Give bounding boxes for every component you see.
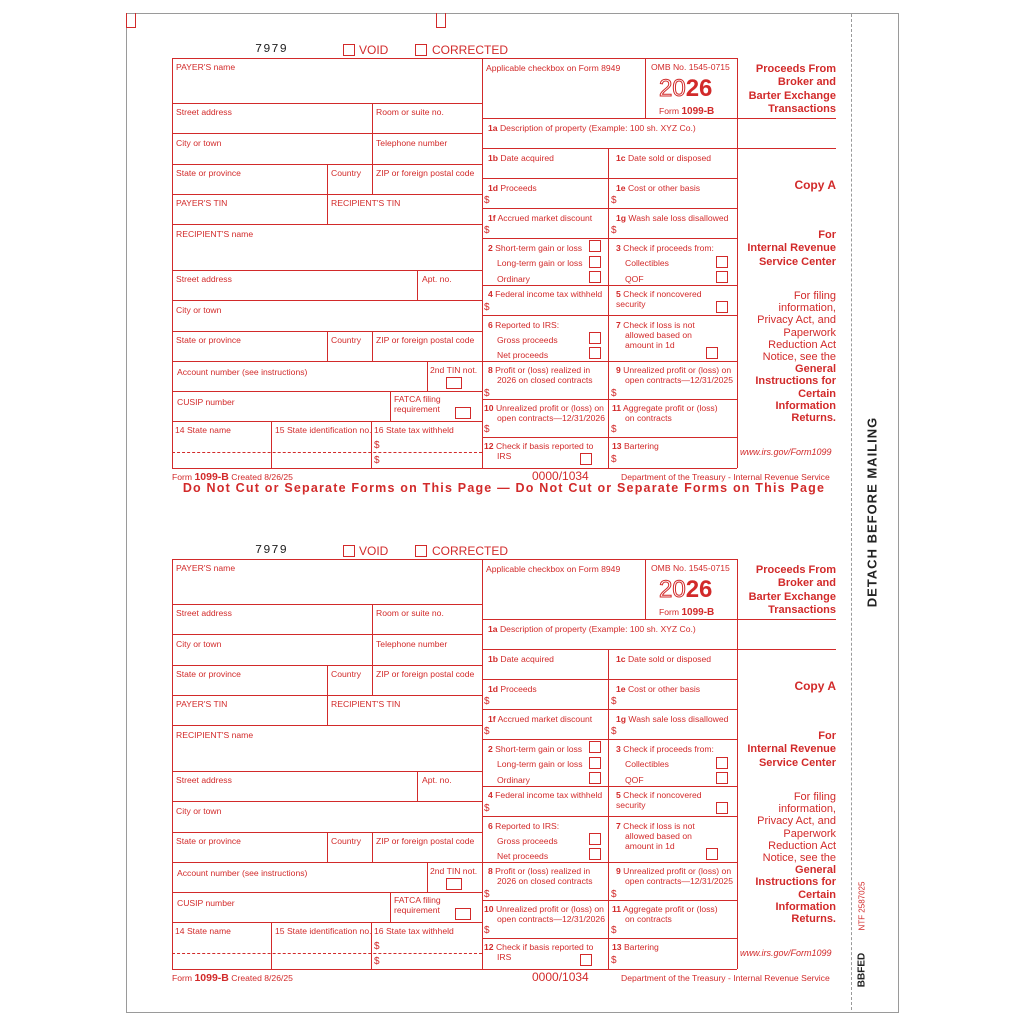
- net-proceeds-checkbox[interactable]: [589, 347, 601, 359]
- omb-number: OMB No. 1545-0715: [651, 62, 730, 72]
- box11-aggregate: 11 Aggregate profit or (loss): [612, 403, 718, 413]
- void-label: VOID: [359, 43, 389, 57]
- recipient-apt-field[interactable]: Apt. no.: [422, 274, 452, 284]
- form-footer-id: Form 1099-B Created 8/26/25: [172, 471, 293, 483]
- account-number-field[interactable]: Account number (see instructions): [177, 868, 308, 878]
- bottom-border: [172, 969, 737, 970]
- irs-url-link[interactable]: www.irs.gov/Form1099: [740, 447, 832, 457]
- box1e-cost-basis: 1e Cost or other basis: [616, 183, 701, 193]
- gross-proceeds-checkbox[interactable]: [589, 332, 601, 344]
- collectibles-checkbox[interactable]: [716, 256, 728, 268]
- recipient-zip-field[interactable]: ZIP or foreign postal code: [376, 335, 475, 345]
- bbfed-code: BBFED: [856, 952, 868, 988]
- box1a-description: 1a Description of property (Example: 100 sh. XYZ Co.): [488, 624, 696, 634]
- recipient-street-field[interactable]: Street address: [176, 274, 232, 284]
- tax-year: 2026: [659, 75, 713, 102]
- box6-reported: 6 Reported to IRS:: [488, 320, 560, 330]
- treasury-label: Department of the Treasury - Internal Revenue Service: [621, 472, 830, 482]
- box5-noncovered: 5 Check if noncovered security: [616, 790, 702, 810]
- box15-state-id[interactable]: 15 State identification no.: [275, 926, 372, 936]
- long-term-label: Long-term gain or loss: [497, 759, 583, 769]
- ordinary-label: Ordinary: [497, 775, 530, 785]
- left-block-border: [482, 559, 483, 969]
- for-irs-label: For Internal Revenue Service Center: [747, 229, 836, 268]
- form-name-header: 1099-B: [681, 607, 715, 618]
- void-checkbox[interactable]: [343, 44, 355, 56]
- detach-before-mailing-text: DETACH BEFORE MAILING: [864, 416, 880, 608]
- gross-proceeds-checkbox[interactable]: [589, 833, 601, 845]
- box16-state-tax[interactable]: 16 State tax withheld: [374, 425, 454, 435]
- box1g-wash-sale: 1g Wash sale loss disallowed: [616, 714, 729, 724]
- payer-zip-field[interactable]: ZIP or foreign postal code: [376, 669, 475, 679]
- box12-basis-reported: 12 Check if basis reported to: [484, 441, 594, 451]
- fatca-label: FATCA filing requirement: [394, 394, 441, 414]
- qof-checkbox[interactable]: [716, 271, 728, 283]
- copy-a-label: Copy A: [794, 178, 836, 192]
- bottom-border: [172, 468, 737, 469]
- box8-closed-contracts: 8 Profit or (loss) realized in: [488, 866, 591, 876]
- payer-telephone-field[interactable]: Telephone number: [376, 639, 448, 649]
- box3-proceeds-from: 3 Check if proceeds from:: [616, 744, 714, 754]
- fatca-label: FATCA filing requirement: [394, 895, 441, 915]
- qof-label: QOF: [625, 775, 644, 785]
- net-proceeds-label: Net proceeds: [497, 851, 549, 861]
- payer-street-field[interactable]: Street address: [176, 107, 232, 117]
- noncovered-checkbox[interactable]: [716, 802, 728, 814]
- box11-aggregate: 11 Aggregate profit or (loss): [612, 904, 718, 914]
- payer-country-field[interactable]: Country: [331, 168, 362, 178]
- box14-state-name[interactable]: 14 State name: [175, 926, 231, 936]
- filing-notice: For filing information, Privacy Act, and Paperwork Reduction Act Notice, see the General Instructions for Certain Information Returns.: [755, 791, 836, 926]
- recipient-state-field[interactable]: State or province: [176, 335, 241, 345]
- box4-federal-tax: 4 Federal income tax withheld: [488, 790, 603, 800]
- box1a-description: 1a Description of property (Example: 100 sh. XYZ Co.): [488, 123, 696, 133]
- payer-country-field[interactable]: Country: [331, 669, 362, 679]
- box13-bartering: 13 Bartering: [612, 441, 659, 451]
- box1b-date-acquired: 1b Date acquired: [488, 153, 554, 163]
- fatca-checkbox[interactable]: [455, 908, 471, 920]
- box13-bartering: 13 Bartering: [612, 942, 659, 952]
- recipient-country-field[interactable]: Country: [331, 335, 362, 345]
- basis-reported-checkbox[interactable]: [580, 954, 592, 966]
- corrected-checkbox[interactable]: [415, 545, 427, 557]
- short-term-checkbox[interactable]: [589, 240, 601, 252]
- box8-closed-contracts: 8 Profit or (loss) realized in: [488, 365, 591, 375]
- control-number: 7979: [255, 42, 288, 56]
- payer-city-field[interactable]: City or town: [176, 138, 222, 148]
- for-irs-label: For Internal Revenue Service Center: [747, 730, 836, 769]
- recipient-zip-field[interactable]: ZIP or foreign postal code: [376, 836, 475, 846]
- footer-code: 0000/1034: [532, 469, 589, 483]
- ordinary-checkbox[interactable]: [589, 772, 601, 784]
- net-proceeds-checkbox[interactable]: [589, 848, 601, 860]
- payer-street-field[interactable]: Street address: [176, 608, 232, 618]
- box12-basis-reported: 12 Check if basis reported to: [484, 942, 594, 952]
- ordinary-label: Ordinary: [497, 274, 530, 284]
- filing-notice: For filing information, Privacy Act, and Paperwork Reduction Act Notice, see the General Instructions for Certain Information Returns.: [755, 290, 836, 425]
- gross-proceeds-label: Gross proceeds: [497, 836, 558, 846]
- box1b-date-acquired: 1b Date acquired: [488, 654, 554, 664]
- account-number-field[interactable]: Account number (see instructions): [177, 367, 308, 377]
- form-1099-b: 7979 VOID CORRECTED PAYER'S name Street address Room or suite no. City or town Telephone number State or province Country ZIP or foreign postal code PAYER'S TIN RECIPIENT'S TIN RECIPIENT'S name Street address Apt. no. City or town State or province Country ZIP or foreign postal code Account number (see instructions) 2nd TIN not. CUSIP number FATCA filing requirement 14 State name 15 State identification no. 16 State tax withheld $ $ Applicable checkbox on Form 8949 OMB No. 1545-0715 2026 Form 1099-B 1a Description of property (Example: 100 sh. XYZ Co.) 1b Date acquired 1c Date sold or disposed 1d Proceeds 1e Cost or other basis $ $ 1f Accrued market discount 1g Wash sale loss disallowed $ $ 2 Short-term gain or loss Long-term gain or loss Ordinary 3 Check if proceeds from: Collectibles QOF 4 Federal income tax withheld $ 5 Check if noncovered security 6 Reported to IRS: Gross proceeds Net proceeds 7 Check if loss is not allowed based on amount in 1d 8 Profit or (loss) realized in 2026 on closed contracts $ 9 Unrealized profit or (loss) on open contracts—12/31/2025 $ 10 Unrealized profit or (loss) on open contracts—12/31/2026 $ 11 Aggregate profit or (loss) on contracts $ 12 Check if basis reported to IRS 13 Bartering $ Proceeds From Broker and Barter Exchange Transactions Copy A For Internal Revenue Service Center For filing information, Privacy Act, and Paperwork Reduction Act Notice, see the General Instructions for Certain Information Returns. www.irs.gov/Form1099 Form 1099-B Created 8/26/25 0000/1034 Department of the Treasury - Internal Revenue Service: [172, 543, 836, 984]
- box1c-date-sold: 1c Date sold or disposed: [616, 654, 712, 664]
- top-border: [172, 58, 737, 59]
- box16-state-tax[interactable]: 16 State tax withheld: [374, 926, 454, 936]
- recipient-country-field[interactable]: Country: [331, 836, 362, 846]
- box3-proceeds-from: 3 Check if proceeds from:: [616, 243, 714, 253]
- second-tin-label: 2nd TIN not.: [430, 365, 478, 375]
- form-title: Proceeds From Broker and Barter Exchange Transactions: [748, 63, 836, 116]
- box5-noncovered: 5 Check if noncovered security: [616, 289, 702, 309]
- noncovered-checkbox[interactable]: [716, 301, 728, 313]
- loss-not-allowed-checkbox[interactable]: [706, 848, 718, 860]
- box2-gain-type: 2 Short-term gain or loss: [488, 744, 583, 754]
- corrected-label: CORRECTED: [432, 544, 509, 558]
- payer-telephone-field[interactable]: Telephone number: [376, 138, 448, 148]
- form-name-header: 1099-B: [681, 106, 715, 117]
- corrected-checkbox[interactable]: [415, 44, 427, 56]
- payer-name-field[interactable]: PAYER'S name: [176, 563, 236, 573]
- box7-loss-not-allowed: 7 Check if loss is not: [616, 821, 695, 831]
- box1f-accrued-discount: 1f Accrued market discount: [488, 213, 593, 223]
- form-1099-b: 7979 VOID CORRECTED PAYER'S name Street address Room or suite no. City or town Telephone number State or province Country ZIP or foreign postal code PAYER'S TIN RECIPIENT'S TIN RECIPIENT'S name Street address Apt. no. City or town State or province Country ZIP or foreign postal code Account number (see instructions) 2nd TIN not. CUSIP number FATCA filing requirement 14 State name 15 State identification no. 16 State tax withheld $ $ Applicable checkbox on Form 8949 OMB No. 1545-0715 2026 Form 1099-B 1a Description of property (Example: 100 sh. XYZ Co.) 1b Date acquired 1c Date sold or disposed 1d Proceeds 1e Cost or other basis $ $ 1f Accrued market discount 1g Wash sale loss disallowed $ $ 2 Short-term gain or loss Long-term gain or loss Ordinary 3 Check if proceeds from: Collectibles QOF 4 Federal income tax withheld $ 5 Check if noncovered security 6 Reported to IRS: Gross proceeds Net proceeds 7 Check if loss is not allowed based on amount in 1d 8 Profit or (loss) realized in 2026 on closed contracts $ 9 Unrealized profit or (loss) on open contracts—12/31/2025 $ 10 Unrealized profit or (loss) on open contracts—12/31/2026 $ 11 Aggregate profit or (loss) on contracts $ 12 Check if basis reported to IRS 13 Bartering $ Proceeds From Broker and Barter Exchange Transactions Copy A For Internal Revenue Service Center For filing information, Privacy Act, and Paperwork Reduction Act Notice, see the General Instructions for Certain Information Returns. www.irs.gov/Form1099 Form 1099-B Created 8/26/25 0000/1034 Department of the Treasury - Internal Revenue Service: [172, 42, 836, 483]
- box1e-cost-basis: 1e Cost or other basis: [616, 684, 701, 694]
- form-title: Proceeds From Broker and Barter Exchange Transactions: [748, 564, 836, 617]
- recipient-city-field[interactable]: City or town: [176, 305, 222, 315]
- cusip-field[interactable]: CUSIP number: [177, 898, 235, 908]
- long-term-checkbox[interactable]: [589, 757, 601, 769]
- box4-federal-tax: 4 Federal income tax withheld: [488, 289, 603, 299]
- recipient-street-field[interactable]: Street address: [176, 775, 232, 785]
- box15-state-id[interactable]: 15 State identification no.: [275, 425, 372, 435]
- collectibles-checkbox[interactable]: [716, 757, 728, 769]
- loss-not-allowed-checkbox[interactable]: [706, 347, 718, 359]
- short-term-checkbox[interactable]: [589, 741, 601, 753]
- box2-gain-type: 2 Short-term gain or loss: [488, 243, 583, 253]
- long-term-label: Long-term gain or loss: [497, 258, 583, 268]
- box9-unrealized-2025: 9 Unrealized profit or (loss) on: [616, 365, 732, 375]
- box14-state-name[interactable]: 14 State name: [175, 425, 231, 435]
- ordinary-checkbox[interactable]: [589, 271, 601, 283]
- second-tin-checkbox[interactable]: [446, 377, 462, 389]
- box7-loss-not-allowed: 7 Check if loss is not: [616, 320, 695, 330]
- recipient-name-field[interactable]: RECIPIENT'S name: [176, 229, 254, 239]
- payer-tin-field[interactable]: PAYER'S TIN: [176, 699, 228, 709]
- treasury-label: Department of the Treasury - Internal Revenue Service: [621, 973, 830, 983]
- box1d-proceeds: 1d Proceeds: [488, 684, 537, 694]
- corrected-label: CORRECTED: [432, 43, 509, 57]
- box1g-wash-sale: 1g Wash sale loss disallowed: [616, 213, 729, 223]
- recipient-state-field[interactable]: State or province: [176, 836, 241, 846]
- box1d-proceeds: 1d Proceeds: [488, 183, 537, 193]
- box1c-date-sold: 1c Date sold or disposed: [616, 153, 712, 163]
- recipient-city-field[interactable]: City or town: [176, 806, 222, 816]
- payer-tin-field[interactable]: PAYER'S TIN: [176, 198, 228, 208]
- second-tin-label: 2nd TIN not.: [430, 866, 478, 876]
- top-border: [172, 559, 737, 560]
- payer-state-field[interactable]: State or province: [176, 168, 241, 178]
- footer-code: 0000/1034: [532, 970, 589, 984]
- qof-label: QOF: [625, 274, 644, 284]
- tax-year: 2026: [659, 576, 713, 603]
- payer-state-field[interactable]: State or province: [176, 669, 241, 679]
- void-checkbox[interactable]: [343, 545, 355, 557]
- void-label: VOID: [359, 544, 389, 558]
- box1f-accrued-discount: 1f Accrued market discount: [488, 714, 593, 724]
- cusip-field[interactable]: CUSIP number: [177, 397, 235, 407]
- do-not-cut-notice: Do Not Cut or Separate Forms on This Page — Do Not Cut or Separate Forms on This Page: [182, 481, 826, 495]
- payer-city-field[interactable]: City or town: [176, 639, 222, 649]
- collectibles-label: Collectibles: [625, 759, 669, 769]
- box10-unrealized-2026: 10 Unrealized profit or (loss) on: [484, 403, 604, 413]
- form-8949-checkbox-field[interactable]: Applicable checkbox on Form 8949: [486, 564, 621, 574]
- omb-number: OMB No. 1545-0715: [651, 563, 730, 573]
- form-footer-id: Form 1099-B Created 8/26/25: [172, 972, 293, 984]
- payer-room-field[interactable]: Room or suite no.: [376, 107, 444, 117]
- qof-checkbox[interactable]: [716, 772, 728, 784]
- left-block-border: [482, 58, 483, 468]
- net-proceeds-label: Net proceeds: [497, 350, 549, 360]
- box9-unrealized-2025: 9 Unrealized profit or (loss) on: [616, 866, 732, 876]
- fatca-checkbox[interactable]: [455, 407, 471, 419]
- recipient-apt-field[interactable]: Apt. no.: [422, 775, 452, 785]
- left-border: [172, 559, 173, 969]
- basis-reported-checkbox[interactable]: [580, 453, 592, 465]
- payer-zip-field[interactable]: ZIP or foreign postal code: [376, 168, 475, 178]
- ntf-code: NTF 2587025: [857, 881, 867, 931]
- recipient-name-field[interactable]: RECIPIENT'S name: [176, 730, 254, 740]
- payer-name-field[interactable]: PAYER'S name: [176, 62, 236, 72]
- recipient-tin-field[interactable]: RECIPIENT'S TIN: [331, 198, 401, 208]
- copy-a-label: Copy A: [794, 679, 836, 693]
- box10-unrealized-2026: 10 Unrealized profit or (loss) on: [484, 904, 604, 914]
- control-number: 7979: [255, 543, 288, 557]
- gross-proceeds-label: Gross proceeds: [497, 335, 558, 345]
- recipient-tin-field[interactable]: RECIPIENT'S TIN: [331, 699, 401, 709]
- box6-reported: 6 Reported to IRS:: [488, 821, 560, 831]
- left-border: [172, 58, 173, 468]
- irs-url-link[interactable]: www.irs.gov/Form1099: [740, 948, 832, 958]
- collectibles-label: Collectibles: [625, 258, 669, 268]
- long-term-checkbox[interactable]: [589, 256, 601, 268]
- second-tin-checkbox[interactable]: [446, 878, 462, 890]
- form-8949-checkbox-field[interactable]: Applicable checkbox on Form 8949: [486, 63, 621, 73]
- payer-room-field[interactable]: Room or suite no.: [376, 608, 444, 618]
